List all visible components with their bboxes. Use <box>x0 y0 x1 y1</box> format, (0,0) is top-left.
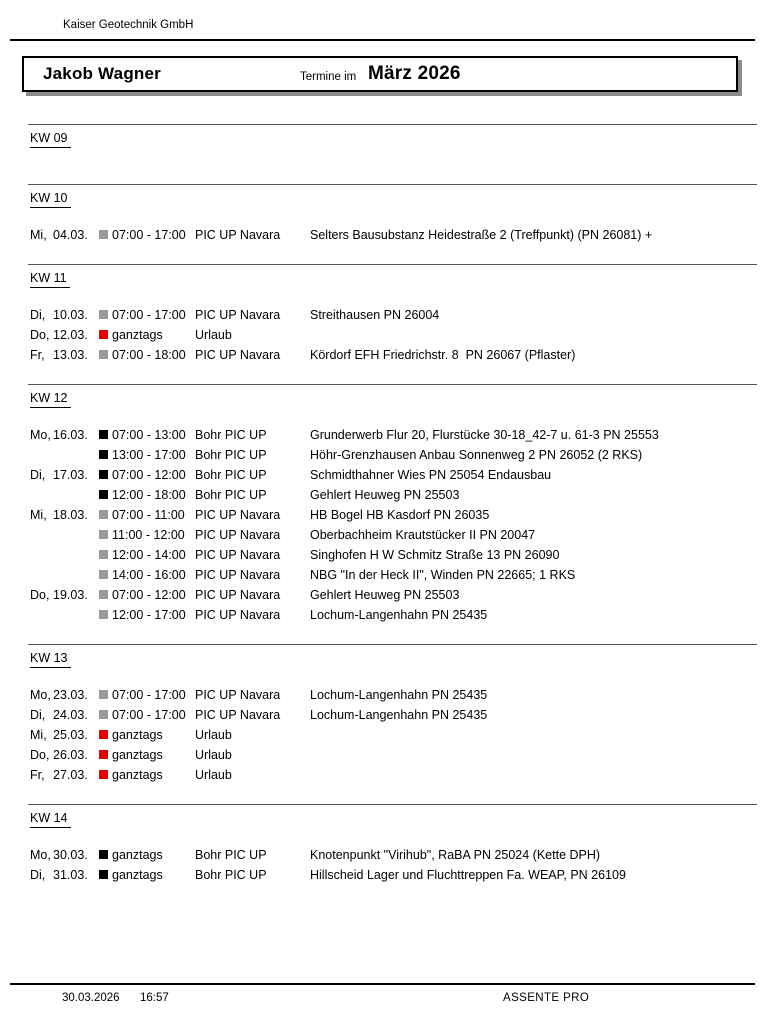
marker-cell <box>99 525 112 545</box>
row-day <box>30 525 53 545</box>
row-day: Fr, <box>30 768 45 782</box>
row-description: Grunderwerb Flur 20, Flurstücke 30-18_42-7 u. 61-3 PN 25553 <box>310 428 659 442</box>
section-divider <box>28 384 757 385</box>
row-date: 24.03. <box>53 708 88 722</box>
row-time: 13:00 - 17:00 <box>112 448 186 462</box>
row-category: PIC UP Navara <box>195 708 281 722</box>
week-section <box>0 264 780 384</box>
marker-cell <box>99 765 112 785</box>
row-description: Streithausen PN 26004 <box>310 308 440 322</box>
title-prefix: Termine im <box>300 71 357 83</box>
event-marker-icon <box>99 690 108 699</box>
kw-label-row <box>30 649 780 667</box>
row-description <box>310 765 780 785</box>
row-time: ganztags <box>112 868 163 882</box>
row-date: 10.03. <box>53 308 88 322</box>
event-row <box>30 485 780 505</box>
kw-label: KW 14 <box>30 812 71 828</box>
footer-date: 30.03.2026 <box>62 992 120 1004</box>
row-date <box>53 445 99 465</box>
row-category: PIC UP Navara <box>195 528 281 542</box>
marker-cell <box>99 465 112 485</box>
week-rows <box>0 407 780 625</box>
row-description <box>310 745 780 765</box>
header-divider <box>10 39 755 41</box>
marker-cell <box>99 745 112 765</box>
row-day: Di, <box>30 868 46 882</box>
row-date <box>53 605 99 625</box>
row-time: ganztags <box>112 728 163 742</box>
event-marker-icon <box>99 350 108 359</box>
week-section <box>0 184 780 264</box>
row-date: 26.03. <box>53 748 88 762</box>
row-day <box>30 565 53 585</box>
kw-label: KW 12 <box>30 392 71 408</box>
event-marker-icon <box>99 430 108 439</box>
event-row <box>30 565 780 585</box>
marker-cell <box>99 565 112 585</box>
event-row <box>30 705 780 725</box>
row-date: 23.03. <box>53 688 88 702</box>
report-title-box <box>22 56 738 92</box>
title-month: März 2026 <box>368 63 461 84</box>
footer-divider <box>10 983 755 985</box>
row-time: 07:00 - 18:00 <box>112 348 186 362</box>
row-day: Mi, <box>30 508 47 522</box>
week-rows <box>0 287 780 365</box>
row-description: NBG "In der Heck II", Winden PN 22665; 1 RKS <box>310 568 576 582</box>
weeks <box>0 124 780 904</box>
row-time: 12:00 - 17:00 <box>112 608 186 622</box>
event-row <box>30 725 780 745</box>
event-marker-icon <box>99 530 108 539</box>
row-date: 13.03. <box>53 348 88 362</box>
event-row <box>30 585 780 605</box>
row-time: 07:00 - 12:00 <box>112 468 186 482</box>
row-date: 31.03. <box>53 868 88 882</box>
row-day: Di, <box>30 708 46 722</box>
event-marker-icon <box>99 450 108 459</box>
event-marker-icon <box>99 550 108 559</box>
row-day: Fr, <box>30 348 45 362</box>
event-row <box>30 745 780 765</box>
marker-cell <box>99 345 112 365</box>
row-date <box>53 545 99 565</box>
row-time: ganztags <box>112 748 163 762</box>
row-day: Mo, <box>30 848 51 862</box>
event-row <box>30 445 780 465</box>
row-time: 07:00 - 17:00 <box>112 308 186 322</box>
row-day <box>30 605 53 625</box>
marker-cell <box>99 725 112 745</box>
event-row <box>30 525 780 545</box>
row-description: Lochum-Langenhahn PN 25435 <box>310 708 488 722</box>
row-category: Bohr PIC UP <box>195 848 267 862</box>
row-date: 18.03. <box>53 508 88 522</box>
row-description: Lochum-Langenhahn PN 25435 <box>310 608 488 622</box>
event-row <box>30 465 780 485</box>
row-date: 25.03. <box>53 728 88 742</box>
row-time: 07:00 - 12:00 <box>112 588 186 602</box>
row-category: PIC UP Navara <box>195 588 281 602</box>
event-marker-icon <box>99 850 108 859</box>
marker-cell <box>99 325 112 345</box>
row-time: 07:00 - 13:00 <box>112 428 186 442</box>
event-marker-icon <box>99 750 108 759</box>
row-day <box>30 545 53 565</box>
marker-cell <box>99 225 112 245</box>
row-time: 07:00 - 11:00 <box>112 508 185 522</box>
row-category: Urlaub <box>195 328 232 342</box>
row-day: Mi, <box>30 228 47 242</box>
row-time: 07:00 - 17:00 <box>112 708 186 722</box>
row-description: Singhofen H W Schmitz Straße 13 PN 26090 <box>310 548 560 562</box>
row-date <box>53 485 99 505</box>
row-category: Bohr PIC UP <box>195 428 267 442</box>
event-row <box>30 865 780 885</box>
event-row <box>30 325 780 345</box>
row-category: PIC UP Navara <box>195 568 281 582</box>
row-description: Knotenpunkt "Virihub", RaBA PN 25024 (Kette DPH) <box>310 848 601 862</box>
row-category: Bohr PIC UP <box>195 488 267 502</box>
event-marker-icon <box>99 330 108 339</box>
row-date: 16.03. <box>53 428 88 442</box>
event-row <box>30 685 780 705</box>
row-date: 19.03. <box>53 588 88 602</box>
row-category: Urlaub <box>195 768 232 782</box>
event-marker-icon <box>99 590 108 599</box>
week-section <box>0 644 780 804</box>
event-marker-icon <box>99 470 108 479</box>
row-date: 17.03. <box>53 468 88 482</box>
row-description: Höhr-Grenzhausen Anbau Sonnenweg 2 PN 26052 (2 RKS) <box>310 448 643 462</box>
event-row <box>30 425 780 445</box>
row-time: 07:00 - 17:00 <box>112 228 186 242</box>
row-time: 07:00 - 17:00 <box>112 688 186 702</box>
row-description: Lochum-Langenhahn PN 25435 <box>310 688 488 702</box>
row-category: PIC UP Navara <box>195 608 281 622</box>
row-description: Kördorf EFH Friedrichstr. 8 PN 26067 (Pflaster) <box>310 348 576 362</box>
week-rows <box>0 827 780 885</box>
event-row <box>30 305 780 325</box>
event-marker-icon <box>99 710 108 719</box>
marker-cell <box>99 505 112 525</box>
row-date: 12.03. <box>53 328 88 342</box>
section-divider <box>28 184 757 185</box>
row-day: Mo, <box>30 688 51 702</box>
row-category: Urlaub <box>195 728 232 742</box>
row-date <box>53 565 99 585</box>
row-category: PIC UP Navara <box>195 228 281 242</box>
row-category: Bohr PIC UP <box>195 468 267 482</box>
event-row <box>30 765 780 785</box>
row-time: 12:00 - 18:00 <box>112 488 186 502</box>
event-marker-icon <box>99 510 108 519</box>
section-divider <box>28 804 757 805</box>
row-description <box>310 325 780 345</box>
week-section <box>0 124 780 184</box>
marker-cell <box>99 605 112 625</box>
week-rows <box>0 667 780 785</box>
week-section <box>0 384 780 644</box>
kw-label-row <box>30 269 780 287</box>
section-divider <box>28 124 757 125</box>
marker-cell <box>99 305 112 325</box>
marker-cell <box>99 485 112 505</box>
row-description: HB Bogel HB Kasdorf PN 26035 <box>310 508 490 522</box>
event-marker-icon <box>99 230 108 239</box>
section-divider <box>28 264 757 265</box>
event-marker-icon <box>99 870 108 879</box>
week-rows <box>0 147 780 165</box>
row-day: Di, <box>30 468 46 482</box>
row-date <box>53 525 99 545</box>
kw-label-row <box>30 389 780 407</box>
marker-cell <box>99 865 112 885</box>
event-row <box>30 845 780 865</box>
row-day: Mo, <box>30 428 51 442</box>
row-day: Mi, <box>30 728 47 742</box>
event-row <box>30 605 780 625</box>
marker-cell <box>99 705 112 725</box>
row-day: Do, <box>30 588 50 602</box>
marker-cell <box>99 845 112 865</box>
kw-label: KW 13 <box>30 652 71 668</box>
kw-label: KW 09 <box>30 132 71 148</box>
person-name: Jakob Wagner <box>43 64 161 83</box>
event-marker-icon <box>99 570 108 579</box>
event-marker-icon <box>99 310 108 319</box>
event-marker-icon <box>99 610 108 619</box>
row-time: 14:00 - 16:00 <box>112 568 186 582</box>
row-date: 04.03. <box>53 228 88 242</box>
row-day: Di, <box>30 308 46 322</box>
week-section <box>0 804 780 904</box>
row-time: ganztags <box>112 768 163 782</box>
kw-label: KW 11 <box>30 272 70 288</box>
marker-cell <box>99 685 112 705</box>
marker-cell <box>99 425 112 445</box>
row-category: Bohr PIC UP <box>195 448 267 462</box>
row-day <box>30 485 53 505</box>
section-divider <box>28 644 757 645</box>
footer-time: 16:57 <box>140 992 169 1004</box>
marker-cell <box>99 585 112 605</box>
row-category: PIC UP Navara <box>195 508 281 522</box>
footer-app-name: ASSENTE PRO <box>503 992 590 1004</box>
row-description: Selters Bausubstanz Heidestraße 2 (Treffpunkt) (PN 26081) + <box>310 228 653 242</box>
row-category: PIC UP Navara <box>195 688 281 702</box>
kw-label-row <box>30 809 780 827</box>
row-description: Gehlert Heuweg PN 25503 <box>310 588 460 602</box>
event-marker-icon <box>99 770 108 779</box>
marker-cell <box>99 445 112 465</box>
row-description: Gehlert Heuweg PN 25503 <box>310 488 460 502</box>
row-time: ganztags <box>112 848 163 862</box>
event-row <box>30 545 780 565</box>
week-rows <box>0 207 780 245</box>
row-date: 27.03. <box>53 768 88 782</box>
marker-cell <box>99 545 112 565</box>
kw-label-row <box>30 129 780 147</box>
row-day: Do, <box>30 748 50 762</box>
row-date: 30.03. <box>53 848 88 862</box>
row-category: PIC UP Navara <box>195 308 281 322</box>
row-category: Urlaub <box>195 748 232 762</box>
row-time: 12:00 - 14:00 <box>112 548 186 562</box>
row-description: Hillscheid Lager und Fluchttreppen Fa. WEAP, PN 26109 <box>310 868 626 882</box>
row-day: Do, <box>30 328 50 342</box>
event-marker-icon <box>99 490 108 499</box>
event-row <box>30 225 780 245</box>
event-row <box>30 345 780 365</box>
row-day <box>30 445 53 465</box>
row-category: PIC UP Navara <box>195 348 281 362</box>
row-description: Schmidthahner Wies PN 25054 Endausbau <box>310 468 552 482</box>
company-name: Kaiser Geotechnik GmbH <box>63 19 194 31</box>
kw-label-row <box>30 189 780 207</box>
event-marker-icon <box>99 730 108 739</box>
event-row <box>30 505 780 525</box>
row-category: Bohr PIC UP <box>195 868 267 882</box>
row-time: ganztags <box>112 328 163 342</box>
row-category: PIC UP Navara <box>195 548 281 562</box>
kw-label: KW 10 <box>30 192 71 208</box>
row-description: Oberbachheim Krautstücker II PN 20047 <box>310 528 536 542</box>
row-description <box>310 725 780 745</box>
row-time: 11:00 - 12:00 <box>112 528 185 542</box>
